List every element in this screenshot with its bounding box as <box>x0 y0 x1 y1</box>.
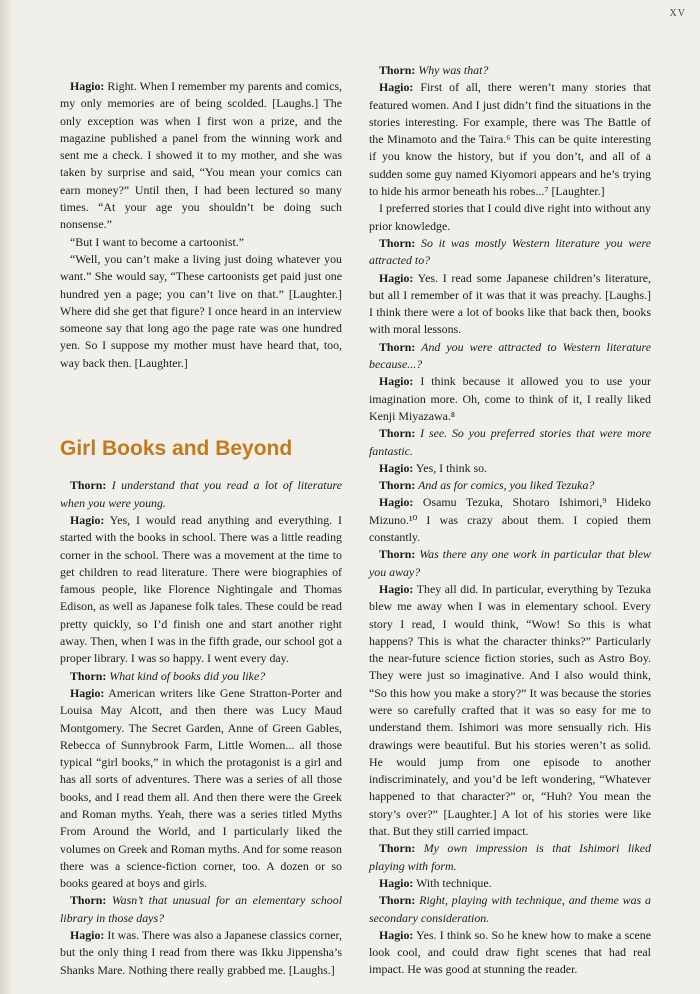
speaker-label: Hagio: <box>379 270 414 285</box>
interview-question <box>369 339 651 374</box>
paragraph-text: Wasn’t that unusual for an elementary school library in those days? <box>60 893 342 925</box>
paragraph-text: First of all, there weren’t many stories that featured women. And I just didn’t find the situations in the stories interesting. For example, there was The Battle of the Minamoto and the Taira.⁶ This can be quite interesting if you know the history, but if you don’t, and all of a sudden some guy named Kiyomori appears and he’s trying to hide his armor beneath his robes...⁷ [Laughter.] <box>369 80 651 199</box>
interview-answer <box>369 200 651 235</box>
paragraph-text: Right, playing with technique, and theme was a secondary consideration. <box>369 893 651 925</box>
interview-answer <box>369 875 651 892</box>
speaker-label: Hagio: <box>70 685 105 700</box>
interview-answer <box>60 251 342 372</box>
speaker-label: Hagio: <box>70 79 105 93</box>
page-gutter-shadow <box>0 0 12 994</box>
interview-question <box>369 892 651 927</box>
paragraph-text: I see. So you preferred stories that were more fantastic. <box>369 426 651 458</box>
paragraph-text: Yes. I think so. So he knew how to make a scene look cool, and could draw fight scenes that had real impact. He was good at stunning the reader. <box>369 927 651 977</box>
paragraph-text: Was there any one work in particular that blew you away? <box>369 547 651 579</box>
speaker-label: Thorn: <box>379 893 416 908</box>
interview-answer <box>60 927 342 979</box>
paragraph-text: Right. When I remember my parents and comics, my only memories are of being scolded. [Laughs.] The only exception was when I first won a prize, and the magazine published a panel from the winning work and sent me a check. I showed it to my mother, and she was taken by surprise and said, “You mean your comics can earn money?” Until then, I had been lectured so many times. “At your age you shouldn’t be doing such nonsense.” <box>60 79 342 232</box>
interview-answer <box>369 79 651 200</box>
paragraph-text: So it was mostly Western literature you were attracted to? <box>369 235 651 268</box>
paragraph-text: I preferred stories that I could dive right into without any prior knowledge. <box>369 201 651 233</box>
speaker-label: Thorn: <box>70 893 107 908</box>
interview-question <box>369 235 651 270</box>
interview-answer <box>60 234 342 251</box>
paragraph-text: I think because it allowed you to use your imagination more. Oh, come to think of it, I really liked Kenji Miyazawa.⁸ <box>369 374 651 423</box>
paragraph-text: Osamu Tezuka, Shotaro Ishimori,⁹ Hideko Mizuno.¹⁰ I was crazy about them. I copied them constantly. <box>369 495 651 545</box>
paragraph-text: “But I want to become a cartoonist.” <box>70 234 245 249</box>
interview-question <box>60 892 342 927</box>
speaker-label: Hagio: <box>70 512 105 527</box>
interview-answer <box>369 494 651 546</box>
paragraph-text: My own impression is that Ishimori liked playing with form. <box>369 841 651 873</box>
paragraph-text: “Well, you can’t make a living just doing whatever you want.” She would say, “These cartoonists get paid just one hundred yen a page; you can’t live on that.” [Laughter.] Where did she get that figure? I once heard in an interview someone say that long ago the page rate was one hundred yen. So I suppose my mother must have heard that, too, way back then. [Laughter.] <box>60 251 342 370</box>
interview-answer <box>369 927 651 979</box>
interview-answer <box>369 270 651 339</box>
interview-question <box>60 477 342 512</box>
interview-answer <box>369 373 651 425</box>
paragraph-text: American writers like Gene Stratton-Porter and Louisa May Alcott, and then there was Lucy Maud Montgomery. The Secret Garden, Anne of Green Gables, Rebecca of Sunnybrook Farm, Little Women... all those typical “girl books,” in which the protagonist is a girl and has all sorts of adventures. There was a series of all those books, and I read them all. And then there were the Greek and Roman myths. Yeah, there was a series titled Myths From Around the World, and I particularly liked the volumes on Greek and Roman myths. And for some reason there was a science-fiction corner, too. A dozen or so books geared at boys and girls. <box>60 685 342 891</box>
interview-answer <box>60 685 342 893</box>
speaker-label: Hagio: <box>379 927 414 942</box>
speaker-label: Thorn: <box>379 339 416 354</box>
speaker-label: Thorn: <box>379 547 416 562</box>
left-column-top-text <box>60 78 342 372</box>
paragraph-text: It was. There was also a Japanese classics corner, but the only thing I read from there was Ikku Jippensha’s Shanks Mare. Nothing there really grabbed me. [Laughs.] <box>60 928 342 977</box>
right-column <box>369 62 651 979</box>
paragraph-text: Yes, I think so. <box>413 460 488 475</box>
interview-question <box>369 477 651 494</box>
left-column <box>60 78 342 979</box>
interview-answer <box>369 460 651 477</box>
page-number: XV <box>669 8 686 19</box>
speaker-label: Hagio: <box>379 460 414 475</box>
speaker-label: Thorn: <box>379 63 416 77</box>
section-title: Girl Books and Beyond <box>60 437 293 461</box>
paragraph-text: I understand that you read a lot of literature when you were young. <box>60 478 342 510</box>
speaker-label: Hagio: <box>379 80 414 95</box>
speaker-label: Hagio: <box>379 875 414 890</box>
paragraph-text: Yes. I read some Japanese children’s literature, but all I remember of it was that it was preachy. [Laughs.] I think there were a lot of books like that back then, books with moral lessons. <box>369 270 651 337</box>
speaker-label: Thorn: <box>379 426 416 441</box>
paragraph-text: They all did. In particular, everything by Tezuka blew me away when I was in elementary school. Every story I read, I would think, “Wow! So this is what happens? This is what the character thinks?” Particularly the near-future science fiction stories, such as Astro Boy. They were just so imaginative. And I also would think, “So this how you make a story?” It was because the stories were so carefully crafted that it was so easy for me to understand them. Ishimori was more sensually rich. His drawings were beautiful. But his stories weren’t as solid. He would jump from one episode to another indiscriminately, and you’d be left wondering, “Whatever happened to that character?” or, “Huh? You mean the story’s over?” [Laughter.] A lot of his stories were like that. But they still carried impact. <box>369 581 651 839</box>
interview-question <box>60 668 342 685</box>
paragraph-text: What kind of books did you like? <box>106 668 266 683</box>
speaker-label: Thorn: <box>379 235 416 250</box>
speaker-label: Hagio: <box>70 928 105 943</box>
interview-answer <box>60 78 342 234</box>
right-column-text <box>369 62 651 979</box>
speaker-label: Thorn: <box>70 668 107 683</box>
interview-answer <box>369 581 651 840</box>
paragraph-text: Why was that? <box>415 63 489 77</box>
speaker-label: Hagio: <box>379 495 414 510</box>
interview-question <box>369 62 651 79</box>
paragraph-text: Yes, I would read anything and everything. I started with the books in school. There was a little reading corner in the school. There was a movement at the time to get children to read literature. There were biographies of famous people, like Florence Nightingale and Thomas Edison, as well as Japanese folk tales. These could be read pretty quickly, so I’d finish one and start another right away. Then, when I was in the fifth grade, our school got a proper library. I was so happy. I went every day. <box>60 512 342 666</box>
speaker-label: Hagio: <box>379 374 414 389</box>
speaker-label: Thorn: <box>379 841 416 856</box>
speaker-label: Thorn: <box>379 478 416 493</box>
interview-answer <box>60 512 342 668</box>
left-column-bottom-text <box>60 477 342 979</box>
interview-question <box>369 425 651 460</box>
paragraph-text: And as for comics, you liked Tezuka? <box>415 478 595 493</box>
speaker-label: Hagio: <box>379 581 414 596</box>
paragraph-text: And you were attracted to Western literature because...? <box>369 339 651 372</box>
interview-question <box>369 546 651 581</box>
interview-question <box>369 840 651 875</box>
speaker-label: Thorn: <box>70 478 107 493</box>
paragraph-text: With technique. <box>413 875 492 890</box>
